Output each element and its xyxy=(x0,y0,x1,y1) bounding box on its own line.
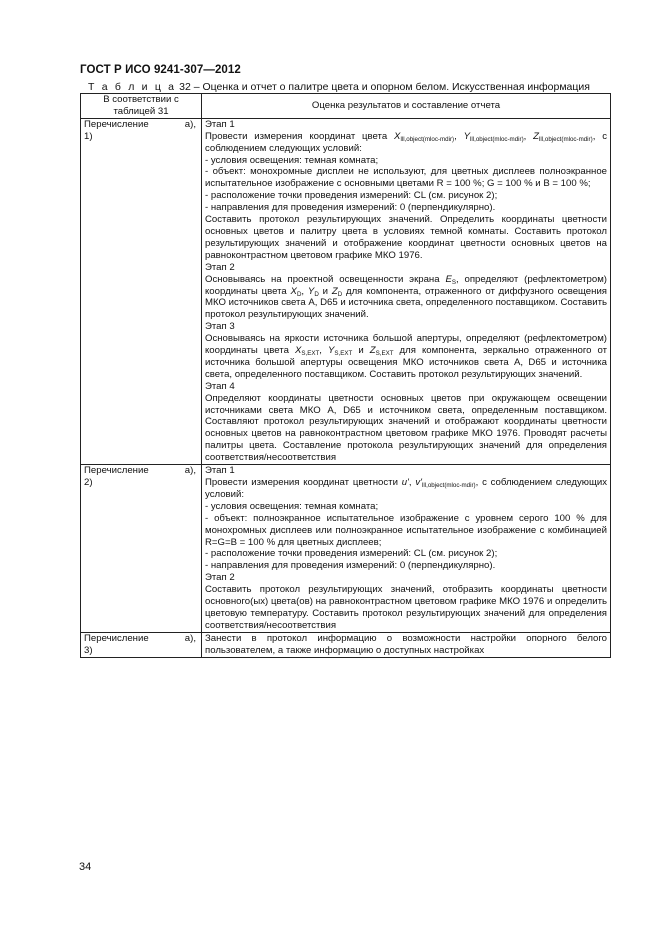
symbol-x: X xyxy=(294,345,302,357)
reference-word: Перечисление xyxy=(84,465,149,477)
table-caption xyxy=(88,81,608,93)
row-content xyxy=(202,632,611,657)
column-header-reference: В соответствии с таблицей 31 xyxy=(81,94,202,119)
paragraph: Основываясь на яркости источника большой апертуры, определяют (рефлектометром) координаты цвета $X_{S,EXT}$, $Y_{S,EXT}$ и $Z_{S,EXT}$ для компонента, зеркально отраженного от источника большой апертуры освещения МКО источников света А, D65 и источника света, определенного поставщиком. Составить протокол результирующих значений. xyxy=(205,333,607,380)
subscript: lll,object(mloc-mdir) xyxy=(421,482,476,489)
paragraph: Составить протокол результирующих значений. Определить координаты цветности основных цветов и палитру цвета в условиях темной комнаты. Составить протокол результирующих значений и отображение координат цветности основных цветов на равноконтрастном цветовом графике МКО 1976. xyxy=(205,214,607,261)
paragraph: Провести измерения координат цветности u', $v'_{lll,object(mloc-mdir)}$, с соблюдением следующих условий: xyxy=(205,477,607,500)
condition-line: - направления для проведения измерений: 0 (перпендикулярно). xyxy=(205,202,496,214)
reference-line xyxy=(84,119,198,131)
text-run: Провести измерения координат цветности xyxy=(205,477,398,488)
subscript: lll,object(mloc-mdir) xyxy=(400,135,455,143)
table-row xyxy=(81,465,611,633)
text-run: для компонента, зеркально отраженного от источника большой апертуры освещения МКО источников света А, D65 и источника света, определенного поставщиком. Составить протокол результирующих значений. xyxy=(205,345,607,380)
condition-line: - объект: монохромные дисплеи не используют, для цветных дисплеев полноэкранное испытательное изображение с основными цветами R = 100 %; G = 100 % и B = 100 %; xyxy=(205,166,607,190)
page-number: 34 xyxy=(79,861,92,873)
text-run: , с соблюдением следующих условий: xyxy=(205,130,607,154)
symbol-v: v' xyxy=(415,477,422,488)
condition-line: - расположение точки проведения измерений: CL (см. рисунок 2); xyxy=(205,190,498,202)
reference-tail: 2) xyxy=(84,477,93,488)
symbol-x: X xyxy=(394,130,401,142)
subscript: D xyxy=(314,290,319,298)
subscript: D xyxy=(337,290,343,298)
stage-title: Этап 2 xyxy=(205,261,235,273)
condition-line: - направления для проведения измерений: 0 (перпендикулярно). xyxy=(205,560,496,572)
reference-tail: 1) xyxy=(84,130,93,142)
text-run: Основываясь на яркости источника большой апертуры, определяют (рефлектометром) координаты цвета xyxy=(205,333,607,357)
condition-line: - условия освещения: темная комната; xyxy=(205,154,379,166)
document-header: ГОСТ Р ИСО 9241-307—2012 xyxy=(80,64,241,76)
table-row xyxy=(81,632,611,657)
reference-tail: 3) xyxy=(84,644,93,656)
subscript: S,EXT xyxy=(334,350,353,358)
subscript: S xyxy=(451,278,456,286)
reference-suffix: а), xyxy=(184,632,196,644)
text-run: Провести измерения координат цвета xyxy=(205,130,388,142)
row-reference xyxy=(81,465,202,633)
evaluation-table xyxy=(80,93,611,658)
row-reference xyxy=(81,632,202,657)
reference-suffix: а), xyxy=(184,465,196,477)
condition-line: - объект: полноэкранное испытательное изображение с уровнем серого 100 % для монохромных дисплеев или полноэкранное испытательное изображение с комбинацией R=G=B = 100 % для цветных дисплеев; xyxy=(205,512,607,548)
stage-title: Этап 2 xyxy=(205,572,235,584)
text-run: , определяют (рефлектометром) координаты цвета xyxy=(205,273,607,297)
stage-title: Этап 1 xyxy=(205,465,235,477)
paragraph: Основываясь на проектной освещенности экрана $E_S$, определяют (рефлектометром) координаты цвета $X_D$, $Y_D$ и $Z_D$ для компонента, отраженного от диффузного освещения МКО источников света А, D65 и источника света, определенного поставщиком. Составить протокол результирующих значений. xyxy=(205,273,607,321)
reference-line xyxy=(84,633,198,645)
symbol-y: Y xyxy=(307,285,315,297)
symbol-x: X xyxy=(290,285,297,297)
reference-suffix: а), xyxy=(184,118,196,130)
paragraph: Составить протокол результирующих значений, отобразить координаты цветности основного(ых) цвета(ов) на равноконтрастном цветовом графике МКО 1976 и определить цветовую температуру. Составить протокол результирующих значений для определения соответствия/несоответствия xyxy=(205,584,607,631)
symbol-z: Z xyxy=(369,345,376,357)
column-header-evaluation: Оценка результатов и составление отчета xyxy=(202,94,611,119)
text-run: , с соблюдением следующих условий: xyxy=(205,477,607,500)
text-run: Основываясь на проектной освещенности экрана xyxy=(205,273,440,285)
text-run: и xyxy=(358,345,364,357)
condition-line: - условия освещения: темная комната; xyxy=(205,500,379,512)
table-caption-label: Т а б л и ц а xyxy=(88,81,177,93)
stage-title: Этап 1 xyxy=(205,118,235,130)
reference-word: Перечисление xyxy=(84,118,149,130)
paragraph: Определяют координаты цветности основных цветов при окружающем освещении источниками света МКО А, D65 и источником света, определенным поставщиком. Составляют протокол результирующих значений и отображают координаты цветности основных цветов на равноконтрастном цветовом графике МКО 1976. Проводят расчеты палитры цвета. Составление протокола результирующих значений для определения соответствия/несоответствия xyxy=(205,392,607,464)
subscript: S,EXT xyxy=(375,350,394,358)
row-content xyxy=(202,465,611,633)
symbol-y: Y xyxy=(463,130,471,142)
reference-line xyxy=(84,465,198,477)
stage-title: Этап 4 xyxy=(205,380,235,392)
symbol-y: Y xyxy=(327,345,335,357)
text-run: для компонента, отраженного от диффузного освещения МКО источников света А, D65 и источника света, определенного поставщиком. Составить протокол результирующих значений. xyxy=(205,285,607,321)
symbol-u: u' xyxy=(401,477,409,488)
condition-line: - расположение точки проведения измерений: CL (см. рисунок 2); xyxy=(205,548,498,560)
subscript: D xyxy=(296,290,302,298)
row-reference xyxy=(81,118,202,464)
paragraph: Провести измерения координат цвета $X_{lll,object(mloc-mdir)}$, $Y_{lll,object(mloc-mdir)}$, $Z_{lll,object(mloc-mdir)}$, с соблюдением следующих условий: xyxy=(205,130,607,154)
text-run: и xyxy=(322,285,328,297)
table-caption-text: 32 – Оценка и отчет о палитре цвета и опорном белом. Искусственная информация xyxy=(179,81,590,93)
subscript: lll,object(mloc-mdir) xyxy=(470,135,524,143)
paragraph: Занести в протокол информацию о возможности настройки опорного белого пользователем, а также информацию о доступных настройках xyxy=(205,632,607,656)
symbol-z: Z xyxy=(331,285,338,297)
table-header-row xyxy=(81,94,611,119)
row-content xyxy=(202,118,611,464)
subscript: lll,object(mloc-mdir) xyxy=(539,135,593,143)
table-row xyxy=(81,118,611,464)
stage-title: Этап 3 xyxy=(205,321,235,333)
reference-word: Перечисление xyxy=(84,632,149,644)
subscript: S,EXT xyxy=(301,350,320,358)
symbol-e: E xyxy=(445,273,452,285)
symbol-z: Z xyxy=(533,130,540,142)
